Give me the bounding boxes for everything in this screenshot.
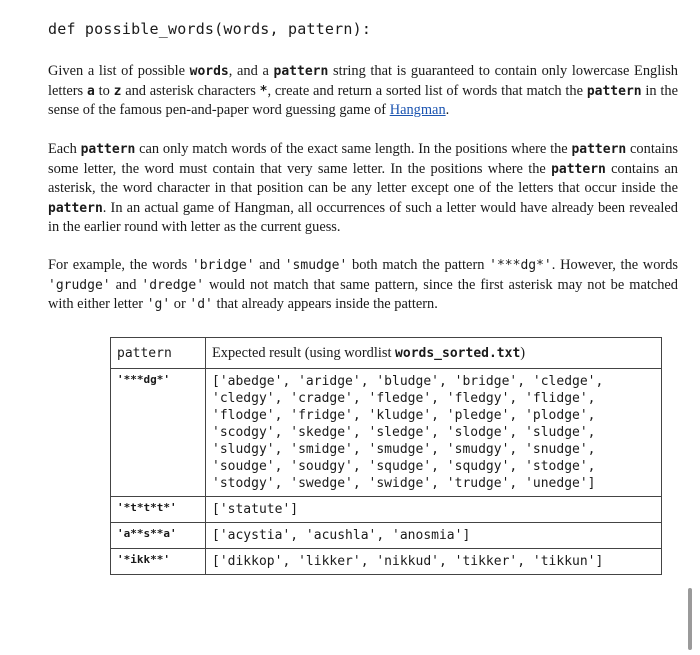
- hangman-link[interactable]: Hangman: [389, 102, 446, 118]
- result-cell: ['dikkop', 'likker', 'nikkud', 'tikker', 'tikkun']: [206, 549, 662, 575]
- result-cell: ['abedge', 'aridge', 'bludge', 'bridge', 'cledge', 'cledgy', 'cradge', 'fledge', 'fledgy', 'flidge', 'flodge', 'fridge', 'kludge', 'pledge', 'plodge', 'scodgy', 'skedge', 'sledge', 'slodge', 'sludge', 'sludgy', 'smidge', 'smudge', 'smudgy', 'snudge', 'soudge', 'soudgy', 'squdge', 'squdgy', 'stodge', 'stodgy', 'swedge', 'swidge', 'trudge', 'unedge']: [206, 369, 662, 497]
- table-header-row: [111, 338, 662, 369]
- pattern-cell: 'a**s**a': [111, 523, 206, 549]
- table-row: [111, 523, 662, 549]
- scrollbar[interactable]: [688, 588, 692, 650]
- paragraph-example: For example, the words 'bridge' and 'smudge' both match the pattern '***dg*'. However, the words 'grudge' and 'dredge' would not match that same pattern, since the first asterisk may not be matched with either letter 'g' or 'd' that already appears inside the pattern.: [48, 257, 678, 312]
- table-row: [111, 369, 662, 497]
- table-row: [111, 549, 662, 575]
- table-row: [111, 497, 662, 523]
- pattern-cell: '*ikk**': [111, 549, 206, 575]
- function-signature: def possible_words(words, pattern):: [48, 20, 372, 38]
- pattern-cell: '***dg*': [111, 369, 206, 497]
- paragraph-description: Given a list of possible words, and a pattern string that is guaranteed to contain only lowercase English letters a to z and asterisk characters *, create and return a sorted list of words that match the pattern in the sense of the famous pen-and-paper word guessing game of Hangman.: [48, 63, 679, 118]
- header-result: Expected result (using wordlist words_sorted.txt): [206, 338, 662, 369]
- pattern-cell: '*t*t*t*': [111, 497, 206, 523]
- results-table: [110, 337, 662, 575]
- header-pattern: pattern: [111, 338, 206, 369]
- paragraph-rules: Each pattern can only match words of the exact same length. In the positions where the pattern contains some letter, the word must contain that very same letter. In the positions where the pattern contains an asterisk, the word character in that position can be any letter except one of the letters that occur inside the pattern. In an actual game of Hangman, all occurrences of such a letter would have already been revealed in the earlier round with letter as the current guess.: [48, 141, 678, 235]
- result-cell: ['statute']: [206, 497, 662, 523]
- result-cell: ['acystia', 'acushla', 'anosmia']: [206, 523, 662, 549]
